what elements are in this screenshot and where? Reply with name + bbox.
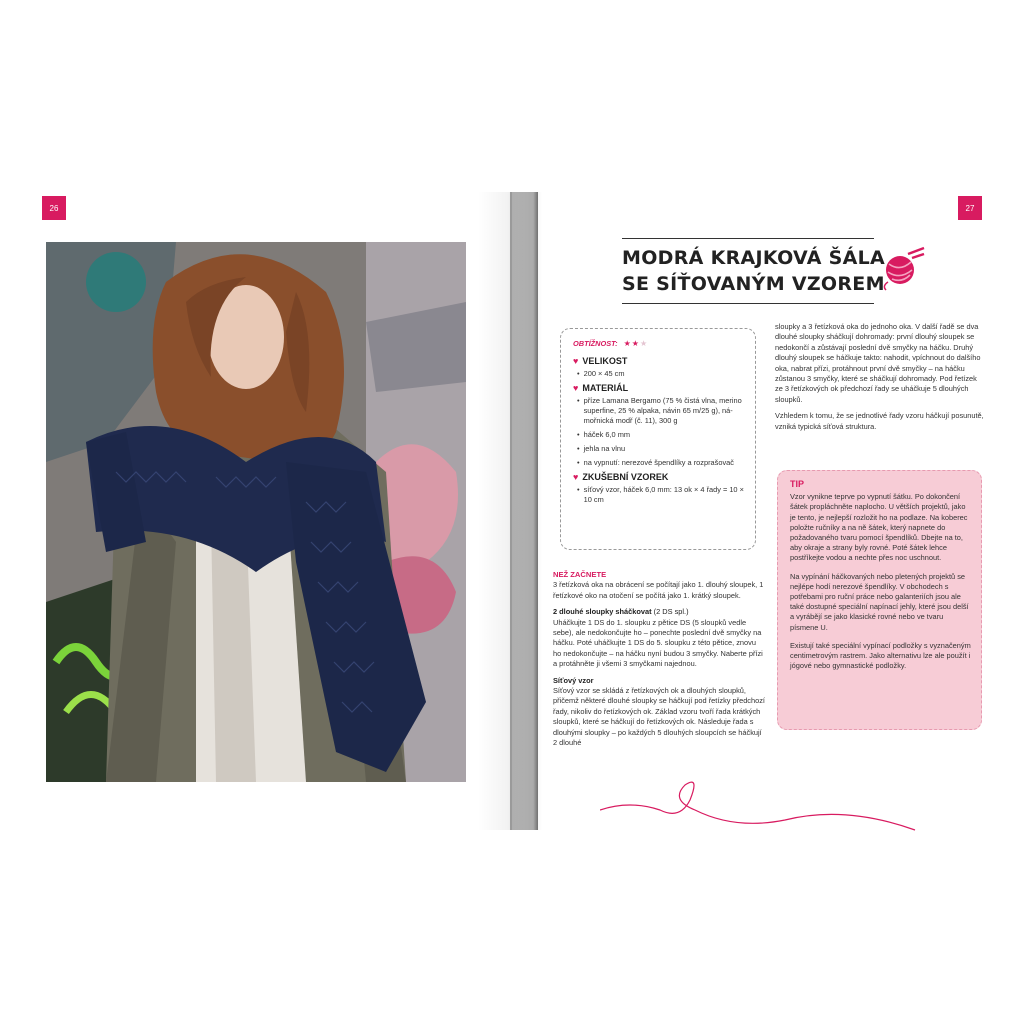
difficulty-stars [624, 339, 649, 349]
tip-paragraph-3: Existují také speciální vypínací podložky s vyznačeným centimetrovým rastrem. Jako alternativu lze ale použít i jógové nebo gymnastické podložky. [790, 640, 971, 671]
difficulty-label: OBTÍŽNOST: [573, 339, 618, 348]
size-item-text: 200 × 45 cm [583, 369, 625, 378]
mesh-heading: Síťový vzor [553, 675, 594, 685]
difficulty-row [573, 339, 745, 349]
heart-icon: ♥ [573, 383, 579, 393]
title-rule-bottom [622, 303, 874, 304]
material-item: • příze Lamana Bergamo (75 % čistá vlna, merino superfine, 25 % alpaka, návin 65 m/25 g), ná-mořnická modř (č. 11), 300 g [577, 396, 745, 426]
gauge-heading [573, 472, 745, 482]
continued-text: sloupky a 3 řetízková oka do jednoho oka. V další řadě se dva dlouhé sloupky sháčkují dohromady: první dlouhý sloupek se nedokončí a zůstávají poslední dvě smyčky na háčku. Druhý dlouhý sloupek se háčkuje takto: nahodit, vpíchnout do dalšího oka, nabrat přízi, protáhnout první dvě smyčky – na háčku zůstanou 3 smyčky, které se sháčkují dohromady. Pod řetízek ze 3 řetízkových ok předchozí řady se uháčkuje 5 dlouhých sloupků. [775, 322, 981, 404]
dc-heading-text: 2 dlouhé sloupky sháčkovat [553, 607, 652, 617]
dc-text: Uháčkujte 1 DS do 1. sloupku z pětice DS (5 sloupků vedle sebe), ale nedokončujte ho – ponechte poslední dvě smyčky na háčku. Poté uháčkujte 1 DS do 5. sloupku z této pětice, znovu ho nedokončujte – na háčku nyní budou 3 smyčky. Naberte přízi a protáhněte ji všemi 3 smyčkami najednou. [553, 617, 763, 669]
title-line-2: SE SÍŤOVANÝM VZOREM [622, 273, 885, 295]
before-text: 3 řetízková oka na obrácení se počítají jako 1. dlouhý sloupek, 1 řetízkové oko na otočení se počítá jako 1. krátký sloupek. [553, 580, 764, 600]
material-item: • háček 6,0 mm [577, 430, 631, 439]
heart-icon: ♥ [573, 356, 579, 366]
star-icon: ★ [631, 339, 640, 348]
size-heading [573, 356, 745, 366]
star-icon: ★ [639, 339, 649, 348]
gauge-heading-text: ZKUŠEBNÍ VZOREK [582, 472, 669, 482]
tip-heading: TIP [790, 479, 805, 489]
material-item: • jehla na vlnu [577, 444, 626, 453]
material-heading-text: MATERIÁL [582, 383, 629, 393]
material-item: • na vypnutí: nerezové špendlíky a rozprašovač [577, 458, 734, 467]
yarn-ball-icon [880, 246, 926, 292]
heart-icon: ♥ [573, 472, 579, 482]
title-rule-top [622, 238, 874, 239]
model-photo [46, 242, 466, 782]
size-item: • 200 × 45 cm [577, 369, 625, 378]
page-number-left: 26 [42, 196, 66, 220]
tip-paragraph-1: Vzor vynikne teprve po vypnutí šátku. Po dokončení šátek propláchněte naplocho. U větších projektů, jako je tento, je nejlepší rozložit ho na podlaze. Na koberec položte ručníky a na ně šátek, který napnete do požadovaného tvaru pomocí špendlíků. Dbejte na to, aby okraje a strany byly rovné. Poté šátek lehce postříkejte vodou a nechte přes noc uschnout. [790, 492, 968, 563]
recipe-title [622, 238, 886, 304]
decorative-thread [600, 770, 920, 840]
material-item-text: na vypnutí: nerezové špendlíky a rozprašovač [583, 458, 734, 467]
instructions-column-2 [775, 322, 985, 438]
title-line-1: MODRÁ KRAJKOVÁ ŠÁLA [622, 247, 886, 269]
materials-box [560, 328, 756, 550]
right-page-shadow [512, 192, 542, 830]
tip-box [777, 470, 982, 730]
instructions-column-1 [553, 570, 765, 755]
size-heading-text: VELIKOST [582, 356, 628, 366]
material-item-text: jehla na vlnu [583, 444, 626, 453]
gauge-item-text: síťový vzor, háček 6,0 mm: 13 ok × 4 řady = 10 × 10 cm [583, 485, 744, 504]
page-number-right: 27 [958, 196, 982, 220]
photo-illustration [46, 242, 466, 782]
dc-heading [553, 607, 765, 617]
tip-paragraph-2: Na vypínání háčkovaných nebo pletených projektů se nejlépe hodí nerezové špendlíky. V obchodech s potřebami pro ruční práce nebo galanteriích jsou ale také dostupné speciální napínací jehly, které jsou delší a vyrábějí se jako klasické rovné nebo ve tvaru písmene U. [790, 571, 969, 632]
material-heading [573, 383, 745, 393]
material-item-text: příze Lamana Bergamo (75 % čistá vlna, merino superfine, 25 % alpaka, návin 65 m/25 g), ná-mořnická modř (č. 11), 300 g [583, 396, 742, 425]
star-icon: ★ [623, 339, 632, 348]
material-item-text: háček 6,0 mm [583, 430, 631, 439]
result-text: Vzhledem k tomu, že se jednotlivé řady vzoru háčkují posunutě, vzniká typická síťová struktura. [775, 411, 984, 431]
dc-heading-note: (2 DS spl.) [653, 607, 689, 617]
mesh-text: Síťový vzor se skládá z řetízkových ok a dlouhých sloupků, přičemž některé dlouhé sloupky se háčkují pod řetízky předchozí řady, nikoliv do řetízkových ok. Základ vzoru tvoří řada krátkých sloupků, které se háčkují do řetízkových ok. Následuje řada s dlouhými sloupky – po každých 5 dlouhých sloupcích se háčkují 2 dlouhé [553, 686, 765, 748]
before-heading: NEŽ ZAČNETE [553, 570, 607, 579]
gauge-item: • síťový vzor, háček 6,0 mm: 13 ok × 4 řady = 10 × 10 cm [577, 485, 744, 504]
